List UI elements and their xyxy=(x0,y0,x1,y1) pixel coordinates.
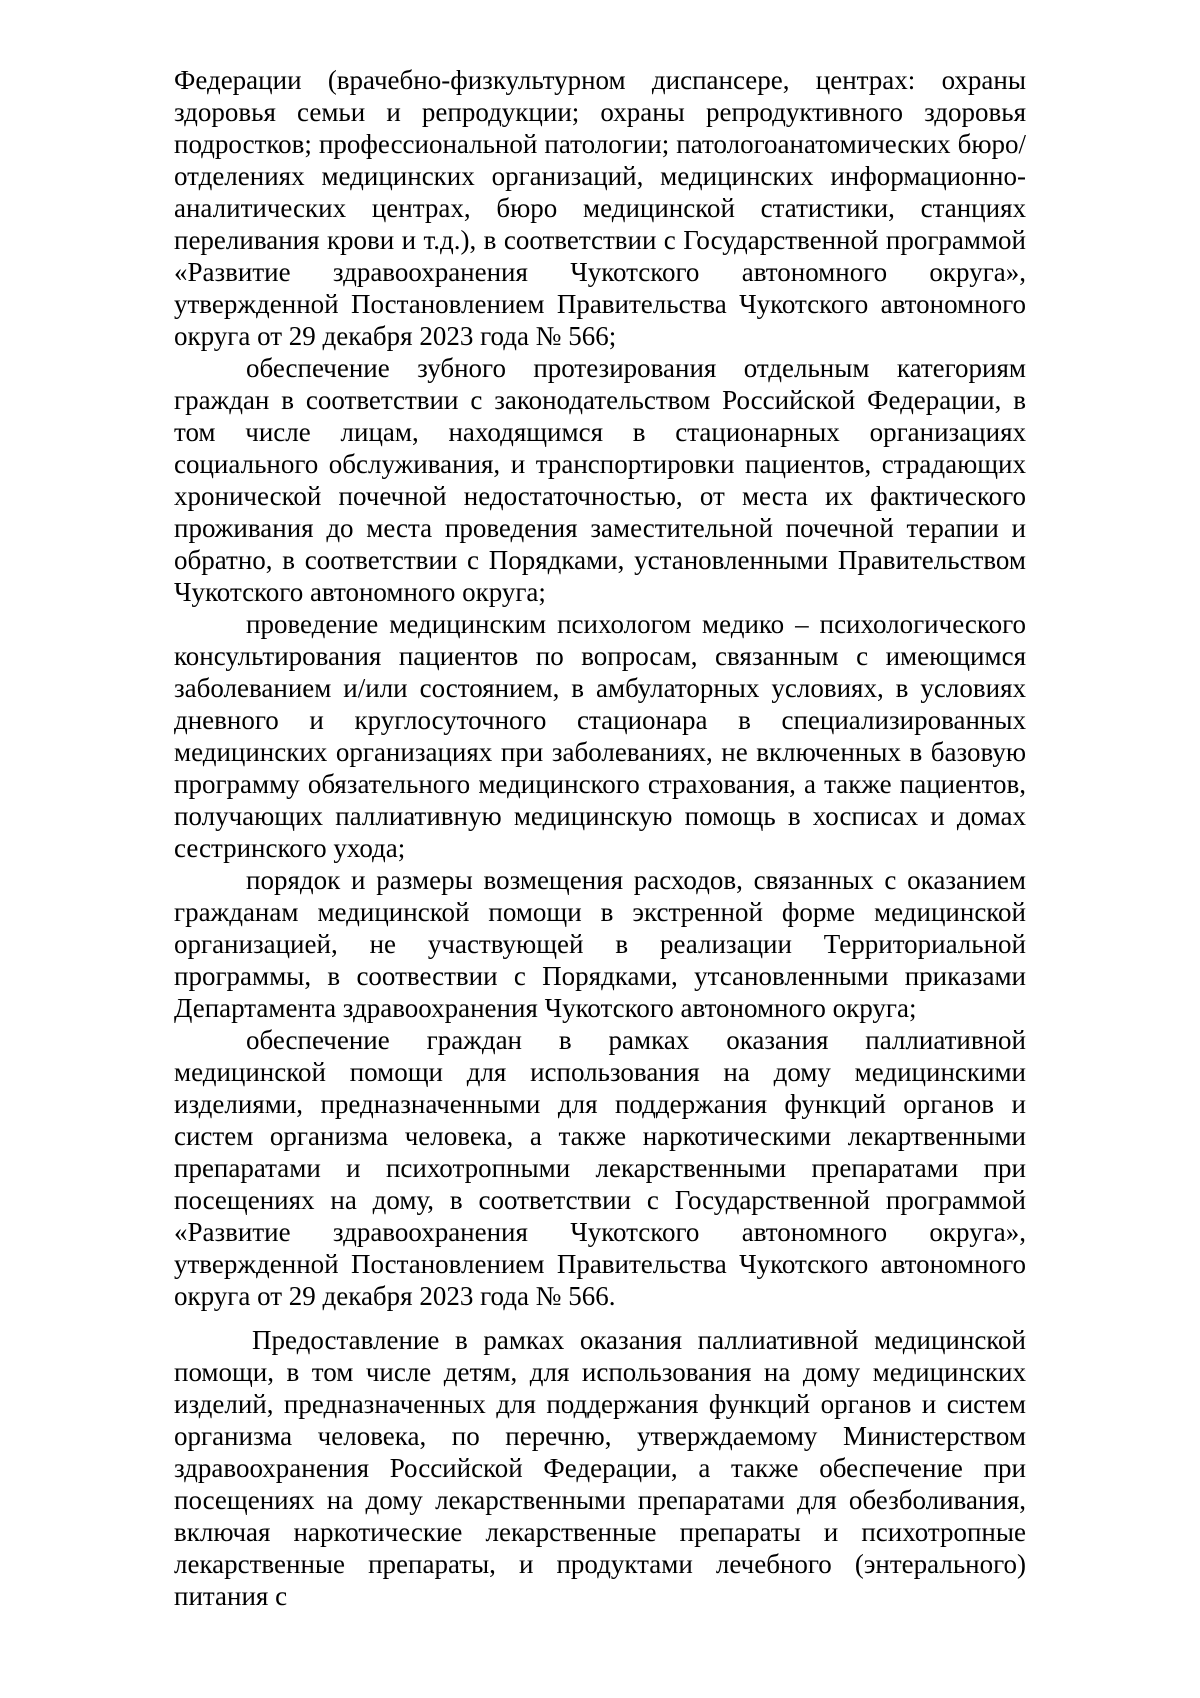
paragraph-palliative-provision: Предоставление в рамках оказания паллиативной медицинской помощи, в том числе детям, для использования на дому медицинских изделий, предназначенных для поддержания функций органов и систем организма человека, по перечню, утверждаемому Министерством здравоохранения Российской Федерации, а также обеспечение при посещениях на дому лекарственными препаратами для обезболивания, включая наркотические лекарственные препараты и психотропные лекарственные препараты, и продуктами лечебного (энтерального) питания с xyxy=(174,1325,1026,1611)
document-page xyxy=(174,64,1026,1612)
paragraph-psychological-counseling: проведение медицинским психологом медико – психологического консультирования пациентов по вопросам, связанным с имеющимся заболеванием и/или состоянием, в амбулаторных условиях, в условиях дневного и круглосуточного стационара в специализированных медицинских организациях при заболеваниях, не включенных в базовую программу обязательного медицинского страхования, а также пациентов, получающих паллиативную медицинскую помощь в хосписах и домах сестринского ухода; xyxy=(174,609,1026,863)
paragraph-emergency-reimbursement: порядок и размеры возмещения расходов, связанных с оказанием гражданам медицинской помощи в экстренной форме медицинской организацией, не участвующей в реализации Территориальной программы, в соотвествии с Порядками, утсановленными приказами Департамента здравоохранения Чукотского автономного округа; xyxy=(174,865,1026,1023)
paragraph-continuation: Федерации (врачебно-физкультурном диспансере, центрах: охраны здоровья семьи и репродукции; охраны репродуктивного здоровья подростков; профессиональной патологии; патологоанатомических бюро/отделениях медицинских организаций, медицинских информационно-аналитических центрах, бюро медицинской статистики, станциях переливания крови и т.д.), в соответствии с Государственной программой «Развитие здравоохранения Чукотского автономного округа», утвержденной Постановлением Правительства Чукотского автономного округа от 29 декабря 2023 года № 566; xyxy=(174,65,1026,351)
paragraph-dental-prosthetics: обеспечение зубного протезирования отдельным категориям граждан в соответствии с законодательством Российской Федерации, в том числе лицам, находящимся в стационарных организациях социального обслуживания, и транспортировки пациентов, страдающих хронической почечной недостаточностью, от места их фактического проживания до места проведения заместительной почечной терапии и обратно, в соответствии с Порядками, установленными Правительством Чукотского автономного округа; xyxy=(174,353,1026,607)
paragraph-palliative-devices: обеспечение граждан в рамках оказания паллиативной медицинской помощи для использования на дому медицинскими изделиями, предназначенными для поддержания функций органов и систем организма человека, а также наркотическими лекартвенными препаратами и психотропными лекарственными препаратами при посещениях на дому, в соответствии с Государственной программой «Развитие здравоохранения Чукотского автономного округа», утвержденной Постановлением Правительства Чукотского автономного округа от 29 декабря 2023 года № 566. xyxy=(174,1025,1026,1311)
